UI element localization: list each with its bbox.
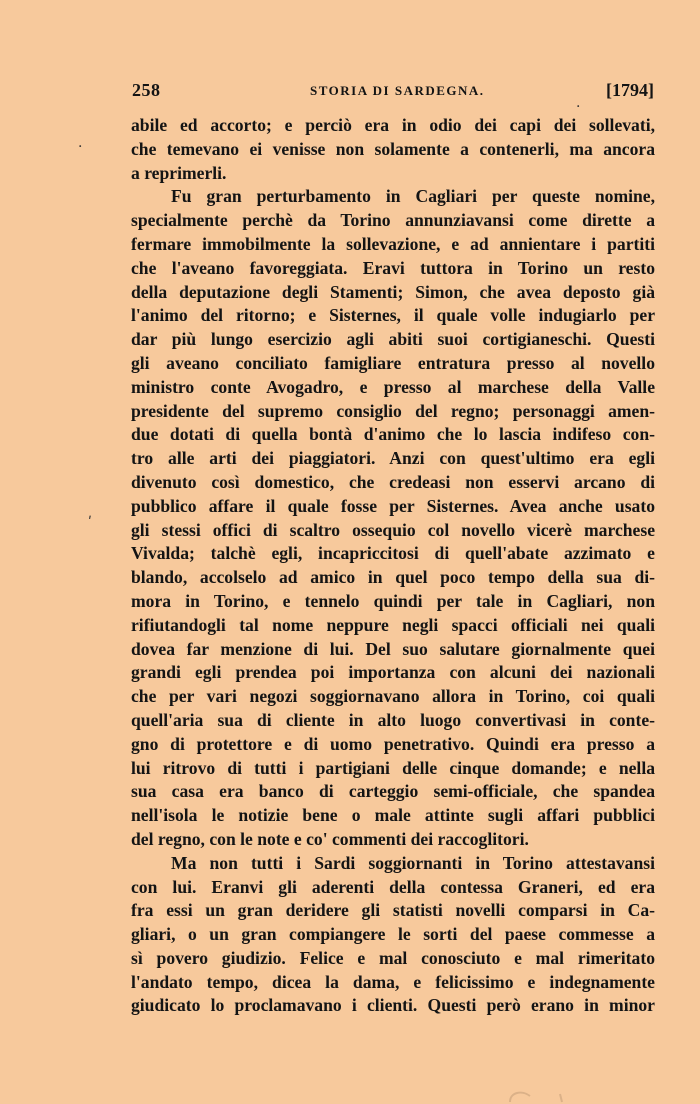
text-line: ministro conte Avogadro, e presso al marchese della Valle	[131, 376, 655, 397]
text-line: gli stessi offici di scaltro ossequio col novello vicerè marchese	[131, 519, 655, 540]
ink-speck: ·	[576, 99, 581, 115]
text-line: gli aveano conciliato famigliare entratura presso al novello	[131, 352, 655, 373]
running-title: STORIA DI SARDEGNA.	[310, 83, 485, 98]
text-line: Ma non tutti i Sardi soggiornanti in Torino attestavansi	[171, 852, 655, 873]
text-line: fra essi un gran deridere gli statisti novelli comparsi in Ca-	[131, 900, 655, 921]
text-line: specialmente perchè da Torino annunziavansi come dirette a	[131, 210, 655, 231]
text-line: sì povero giudizio. Felice e mal conosciuto e mal rimeritato	[131, 947, 655, 968]
text-line: giudicato lo proclamavano i clienti. Questi però erano in minor	[131, 995, 655, 1016]
text-line: quell'aria sua di cliente in alto luogo convertivasi in conte-	[131, 709, 655, 730]
text-line: gliari, o un gran compiangere le sorti del paese commesse a	[131, 924, 655, 945]
text-line: divenuto così domestico, che credeasi non esservi arcano di	[131, 471, 655, 492]
text-line: abile ed accorto; e perciò era in odio dei capi dei sollevati,	[131, 115, 655, 135]
page-body	[131, 114, 655, 1018]
ink-speck: ʹ	[88, 515, 92, 531]
text-line: che per vari negozi soggiornavano allora in Torino, coi quali	[131, 686, 655, 707]
ink-speck: ·	[78, 139, 83, 155]
text-line: gno di protettore e di uomo penetrativo. Quindi era presso a	[131, 733, 655, 754]
page-number: 258	[132, 80, 161, 100]
text-line: Fu gran perturbamento in Cagliari per queste nomine,	[171, 186, 655, 207]
text-line: l'animo del ritorno; e Sisternes, il quale volle indugiarlo per	[131, 305, 655, 326]
text-line: nell'isola le notizie bene o male attinte sugli affari pubblici	[131, 805, 655, 826]
text-line: che temevano ei venisse non solamente a contenerli, ma ancora	[131, 138, 655, 159]
text-line: due dotati di quella bontà d'animo che lo lascia indifeso con-	[131, 424, 655, 445]
text-line: a reprimerli.	[131, 162, 227, 183]
text-line: della deputazione degli Stamenti; Simon, che avea deposto già	[131, 281, 655, 302]
text-line: lui ritrovo di tutti i partigiani delle cinque domande; e nella	[131, 757, 655, 778]
text-line: grandi egli prendea poi importanza con alcuni dei nazionali	[131, 662, 655, 683]
text-line: rifiutandogli tal nome neppure negli spacci officiali nei quali	[131, 614, 655, 635]
text-line: blando, accolselo ad amico in quel poco tempo della sua di-	[131, 567, 655, 588]
text-line: tro alle arti dei piaggiatori. Anzi con quest'ultimo era egli	[131, 448, 655, 469]
text-line: l'andato tempo, dicea la dama, e felicissimo e indegnamente	[131, 971, 655, 992]
text-line: che l'aveano favoreggiata. Eravi tuttora in Torino un resto	[131, 257, 655, 278]
scan-watermark	[500, 1084, 590, 1104]
text-line: dovea far menzione di lui. Del suo salutare giornalmente quei	[131, 638, 655, 659]
text-line: del regno, con le note e co' commenti dei raccoglitori.	[131, 828, 529, 849]
text-line: fermare immobilmente la sollevazione, e ad annientare i partiti	[131, 233, 655, 254]
text-line: sua casa era banco di carteggio semi-officiale, che spandea	[131, 781, 655, 802]
text-line: Vivalda; talchè egli, incapriccitosi di quell'abate azzimato e	[131, 543, 655, 564]
text-line: presidente del supremo consiglio del regno; personaggi amen-	[131, 400, 655, 421]
text-line: mora in Torino, e tennelo quindi per tale in Cagliari, non	[131, 590, 655, 611]
text-line: dar più lungo esercizio agli abiti suoi cortigianeschi. Questi	[131, 329, 655, 350]
text-line: con lui. Eranvi gli aderenti della contessa Graneri, ed era	[131, 876, 655, 897]
year-marker: [1794]	[606, 80, 654, 100]
text-line: pubblico affare il quale fosse per Sisternes. Avea anche usato	[131, 495, 655, 516]
